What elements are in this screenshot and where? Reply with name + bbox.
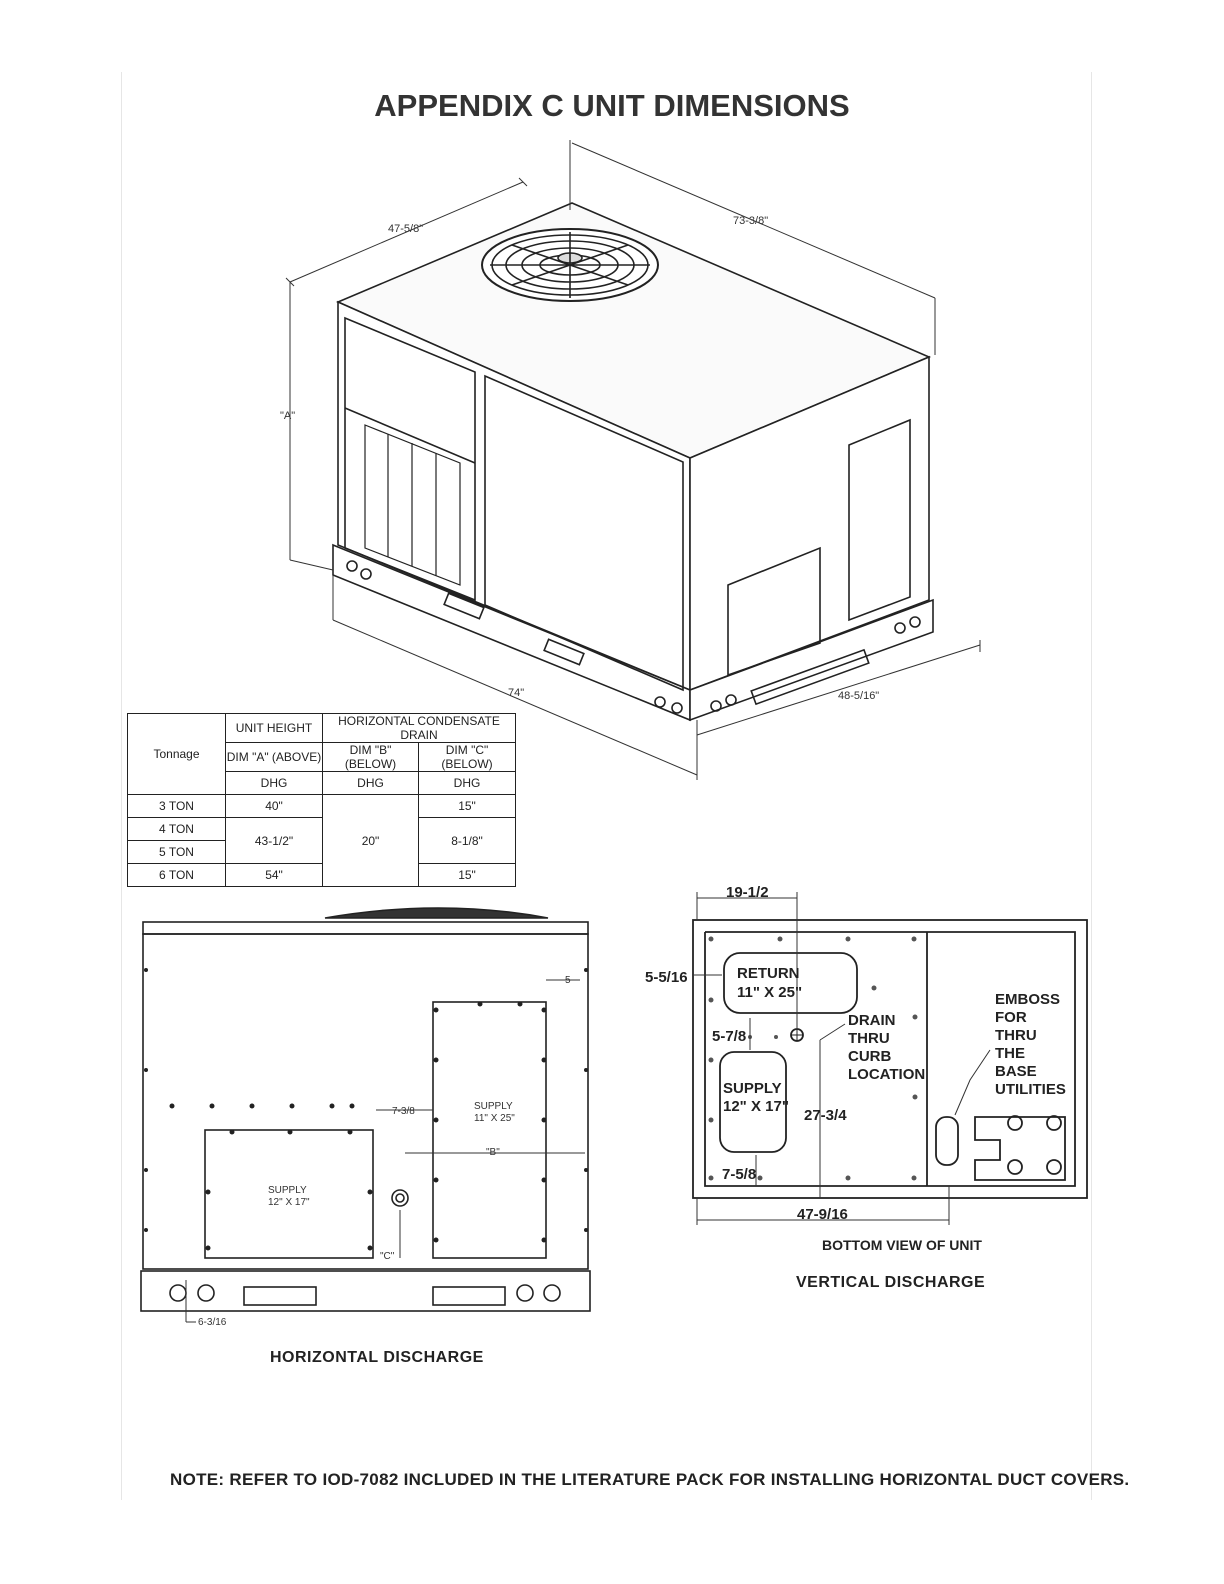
table-cell-dim-c: 15" <box>419 795 516 818</box>
emboss-line6: UTILITIES <box>995 1081 1066 1098</box>
drain-line3: CURB <box>848 1048 892 1065</box>
table-cell-tonnage: 5 TON <box>128 841 226 864</box>
vertical-discharge-caption: VERTICAL DISCHARGE <box>796 1274 986 1291</box>
supply-name: SUPPLY <box>723 1080 782 1097</box>
dim-b-label: "B" <box>486 1147 500 1158</box>
dim-5-7-8-label: 5-7/8 <box>712 1028 747 1045</box>
dim-7-5-8-label: 7-5/8 <box>722 1166 757 1183</box>
model-c: DHG <box>419 772 516 795</box>
dim-7-3-8-label: 7-3/8 <box>392 1106 415 1117</box>
header-dim-a: DIM "A" (ABOVE) <box>226 743 323 772</box>
header-tonnage: Tonnage <box>128 714 226 795</box>
supply-left-name: SUPPLY <box>268 1185 307 1196</box>
emboss-line2: FOR <box>995 1009 1027 1026</box>
table-cell-dim-a: 43-1/2" <box>226 818 323 864</box>
drain-line1: DRAIN <box>848 1012 896 1029</box>
table-cell-tonnage: 4 TON <box>128 818 226 841</box>
header-dim-b: DIM "B" (BELOW) <box>323 743 419 772</box>
table-cell-tonnage: 6 TON <box>128 864 226 887</box>
table-cell-dim-c: 15" <box>419 864 516 887</box>
table-cell-dim-a: 40" <box>226 795 323 818</box>
supply-size: 12" X 17" <box>723 1098 789 1115</box>
dim-27-3-4-label: 27-3/4 <box>804 1107 847 1124</box>
emboss-line1: EMBOSS <box>995 991 1061 1008</box>
table-cell-dim-b: 20" <box>323 795 419 887</box>
header-dim-c: DIM "C" (BELOW) <box>419 743 516 772</box>
dim-47-9-16-label: 47-9/16 <box>797 1206 848 1223</box>
dim-height-label: "A" <box>280 410 296 422</box>
supply-left-size: 12" X 17" <box>268 1197 310 1208</box>
header-unit-height: UNIT HEIGHT <box>226 714 323 743</box>
drain-line2: THRU <box>848 1030 890 1047</box>
supply-right-name: SUPPLY <box>474 1101 513 1112</box>
emboss-line5: BASE <box>995 1063 1037 1080</box>
dim-5-5-16-label: 5-5/16 <box>645 969 688 986</box>
horizontal-discharge-caption: HORIZONTAL DISCHARGE <box>270 1349 484 1366</box>
table-cell-tonnage: 3 TON <box>128 795 226 818</box>
bottom-view-label: BOTTOM VIEW OF UNIT <box>822 1237 982 1253</box>
return-name: RETURN <box>737 965 800 982</box>
dim-width-bottom-label: 48-5/16" <box>838 690 880 702</box>
return-size: 11" X 25" <box>737 984 803 1001</box>
dim-length-top-label: 73-3/8" <box>733 215 769 227</box>
dim-c-label: "C" <box>380 1251 395 1262</box>
footer-note: NOTE: REFER TO IOD-7082 INCLUDED IN THE LITERATURE PACK FOR INSTALLING HORIZONTAL DUCT COVERS. <box>170 1470 1130 1489</box>
drain-line4: LOCATION <box>848 1066 926 1083</box>
model-a: DHG <box>226 772 323 795</box>
dim-length-bottom-label: 74" <box>508 687 525 699</box>
dim-19-1-2-label: 19-1/2 <box>726 884 769 901</box>
header-condensate-drain: HORIZONTAL CONDENSATE DRAIN <box>323 714 516 743</box>
emboss-line3: THRU <box>995 1027 1037 1044</box>
dim-5-label: 5 <box>565 975 571 986</box>
table-cell-dim-c: 8-1/8" <box>419 818 516 864</box>
dim-depth-label: 47-5/8" <box>388 223 424 235</box>
table-cell-dim-a: 54" <box>226 864 323 887</box>
model-b: DHG <box>323 772 419 795</box>
supply-right-size: 11" X 25" <box>474 1113 515 1124</box>
dim-6-3-16-label: 6-3/16 <box>198 1317 227 1328</box>
emboss-line4: THE <box>995 1045 1025 1062</box>
page-title: APPENDIX C UNIT DIMENSIONS <box>374 88 850 123</box>
